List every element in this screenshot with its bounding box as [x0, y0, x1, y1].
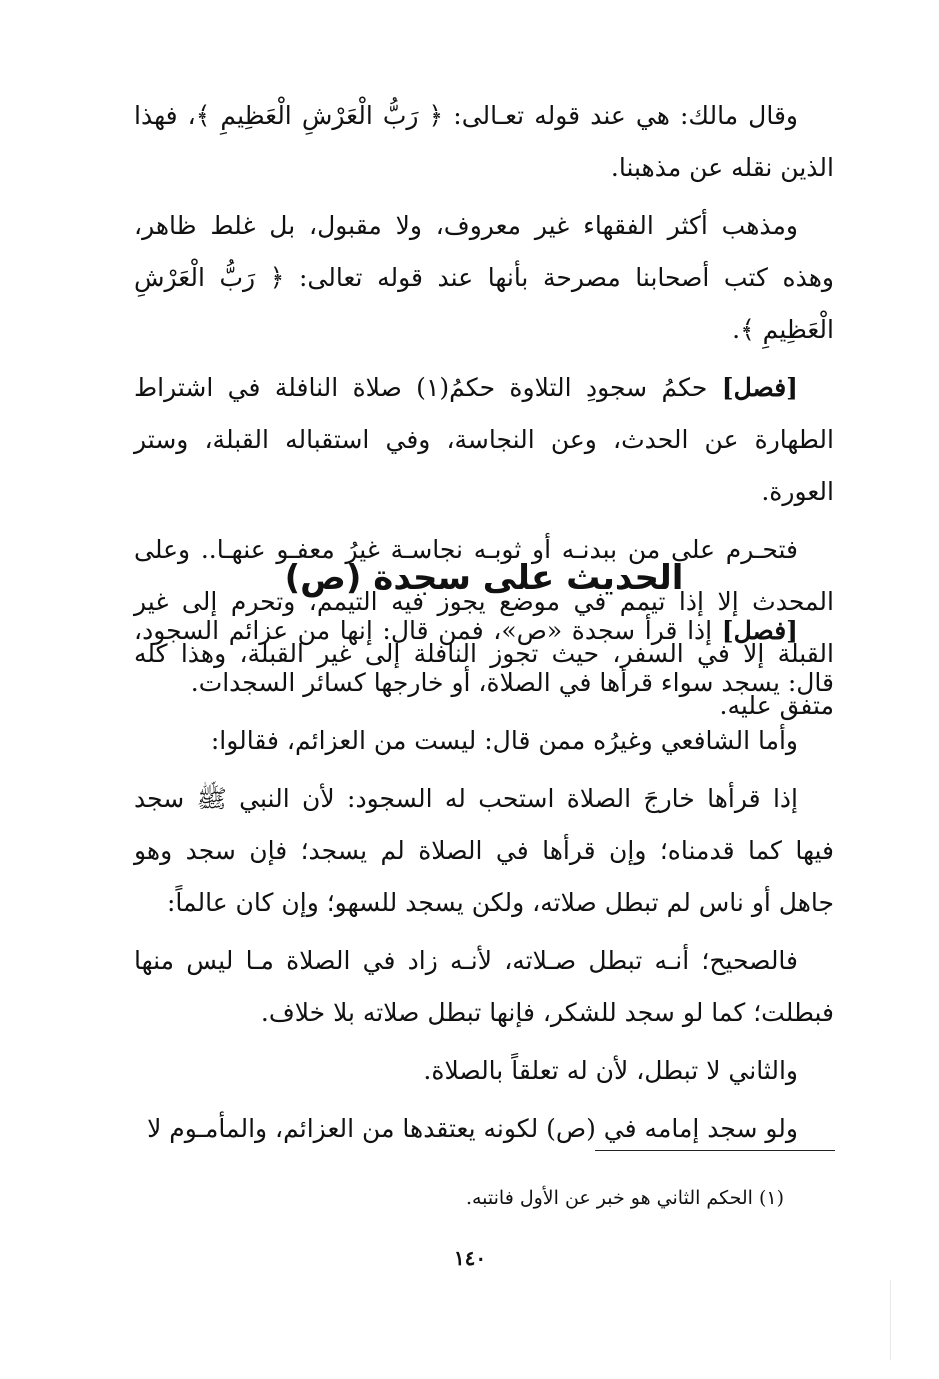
fasl-label: [فصل]	[721, 373, 798, 402]
body-text-lower	[134, 605, 834, 1155]
page-number: ١٤٠	[453, 1246, 487, 1270]
paragraph-fasl-tilawa-text: حكمُ سجودِ التلاوة حكمُ(١) صلاة النافلة في اشتراط الطهارة عن الحدث، وعن النجاسة، وفي استقباله القبلة، وستر العورة.	[134, 373, 834, 506]
paragraph-malik: وقال مالك: هي عند قوله تعـالى: ﴿ رَبُّ الْعَرْشِ الْعَظِيمِ ﴾، فهذا الذين نقله عن مذهبنا.	[134, 101, 834, 182]
fasl-label: [فصل]	[721, 616, 798, 645]
footnote: (١) الحكم الثاني هو خبر عن الأول فانتبه.	[465, 1187, 784, 1209]
paragraph-imam: ولو سجد إمامه في (ص) لكونه يعتقدها من العزائم، والمأمـوم لا	[147, 1114, 798, 1143]
paragraph-madhhab: ومذهب أكثر الفقهاء غير معروف، ولا مقبول، بل غلط ظاهر، وهذه كتب أصحابنا مصرحة بأنها عند قوله تعالى: ﴿ رَبُّ الْعَرْشِ الْعَظِيمِ ﴾.	[134, 211, 834, 344]
paragraph-outside-prayer: إذا قرأها خارجَ الصلاة استحب له السجود: لأن النبي ﷺ سجد فيها كما قدمناه؛ وإن قرأها في الصلاة لم يسجد؛ فإن سجد وهو جاهل أو ناس لم تبطل صلاته، ولكن يسجد للسهو؛ وإن كان عالماً:	[134, 784, 834, 917]
paragraph-sahih: فالصحيح؛ أنـه تبطل صـلاته، لأنـه زاد في الصلاة مـا ليس منها فبطلت؛ كما لو سجد للشكر، فإنها تبطل صلاته بلا خلاف.	[134, 946, 834, 1027]
section-heading: الحديث على سجدة (ص)	[284, 558, 684, 598]
paragraph-tahrim: فتحـرم على من ببدنـه أو ثوبـه نجاسـة غيرُ معفـو عنهـا.. وعلى المحدث إلا إذا تيمم في موضع يجوز فيه التيمم، وتحرم إلى غير القبلة إلا في السفر، حيث تجوز النافلة إلى غير القبلة، وهذا كله متفق عليه.	[134, 535, 834, 720]
footnote-divider	[595, 1150, 835, 1151]
paragraph-fasl-sad	[134, 605, 834, 709]
paragraph-shafii: وأما الشافعي وغيرُه ممن قال: ليست من العزائم، فقالوا:	[210, 726, 798, 755]
paragraph-second-view: والثاني لا تبطل، لأن له تعلقاً بالصلاة.	[423, 1056, 798, 1085]
paragraph-fasl-tilawa	[134, 362, 834, 518]
scan-edge-mark	[890, 1280, 891, 1360]
paragraph-fasl-sad-text: إذا قرأ سجدة «ص»، فمن قال: إنها من عزائم السجود، قال: يسجد سواء قرأها في الصلاة، أو خارجها كسائر السجدات.	[134, 616, 834, 697]
